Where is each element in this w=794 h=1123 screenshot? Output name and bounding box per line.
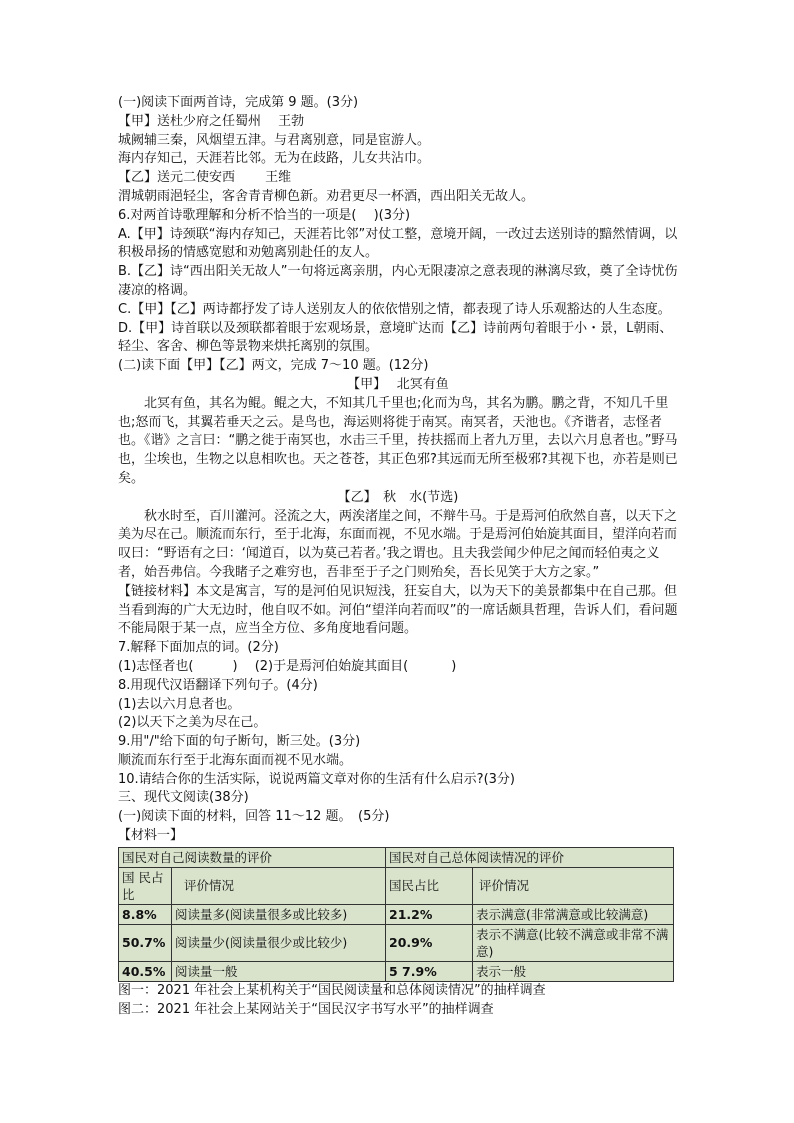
poem1-line2: 海内存知己，天涯若比邻。无为在歧路，儿女共沾巾。 — [118, 151, 431, 167]
table-cell: 8.8% — [119, 904, 172, 924]
question-6: 6.对两首诗歌理解和分析不恰当的一项是( )(3分) — [118, 207, 411, 223]
table-group2-header: 国民对自己总体阅读情况的评价 — [386, 847, 674, 867]
question-10: 10.请结合你的生活实际，说说两篇文章对你的生活有什么启示?(3分) — [118, 771, 515, 787]
table-cell: 表示一般 — [473, 961, 674, 981]
section3-sub-heading: (一)阅读下面的材料，回答 11～12 题。 (5分) — [118, 809, 390, 825]
poem2-line1: 渭城朝雨浥轻尘，客舍青青柳色新。劝君更尽一杯酒，西出阳关无故人。 — [118, 188, 535, 204]
table-cell: 阅读量一般 — [172, 961, 386, 981]
survey-table — [118, 847, 674, 982]
poem1-line1: 城阙辅三秦，风烟望五津。与君离别意，同是宦游人。 — [118, 132, 431, 148]
section3-heading: 三、现代文阅读(38分) — [118, 790, 249, 806]
section1-heading: (一)阅读下面两首诗，完成第 9 题。(3分) — [118, 95, 359, 110]
table-cell: 20.9% — [386, 924, 473, 961]
text-a-title: 【甲】 北冥有鱼 — [347, 376, 449, 392]
table-cell: 阅读量多(阅读量很多或比较多) — [172, 904, 386, 924]
option-a: A.【甲】诗颈联“海内存知己，天涯若比邻”对仗工整，意境开阔，一改过去送别诗的黯然情调，以积极昂扬的情感宽慰和劝勉离别赴任的友人。 — [118, 226, 678, 261]
table-col-eval2: 评价情况 — [473, 867, 674, 904]
table-cell: 50.7% — [119, 924, 172, 961]
table-row — [119, 961, 674, 981]
question-8-item1: (1)去以六月息者也。 — [118, 696, 241, 712]
figure2-caption: 图二：2021 年社会上某网站关于“国民汉字书写水平”的抽样调查 — [118, 1001, 494, 1017]
table-col-share2: 国民占比 — [386, 867, 473, 904]
option-b: B.【乙】诗“西出阳关无故人”一句将远离亲朋，内心无限凄凉之意表现的淋漓尽致，奠了全诗忧伤凄凉的格调。 — [118, 264, 678, 298]
question-9: 9.用"/"给下面的句子断句，断三处。(3分) — [118, 734, 361, 750]
poem1-title: 【甲】送杜少府之任蜀州 王勃 — [118, 113, 305, 129]
question-9-sentence: 顺流而东行至于北海东面而视不见水端。 — [118, 752, 353, 768]
link-material: 【链接材料】本文是寓言，写的是河伯见识短浅，狂妄自大，以为天下的美景都集中在自己那。但当看到海的广大无边时，他自叹不如。河伯“望洋向若而叹”的一席话颇具哲理，告诉人们，看问题不能局限于某一点，应当全方位、多角度地看问题。 — [118, 583, 678, 637]
poem2-title: 【乙】送元二使安西 王维 — [118, 170, 292, 186]
table-cell: 21.2% — [386, 904, 473, 924]
table-col-eval: 评价情况 — [172, 867, 386, 904]
question-7-items: (1)志怪者也( ) (2)于是焉河伯始旋其面目( ) — [118, 658, 457, 674]
question-8-item2: (2)以天下之美为尽在己。 — [118, 715, 267, 731]
table-cell: 阅读量少(阅读量很少或比较少) — [172, 924, 386, 961]
option-d: D.【甲】诗首联以及颈联都着眼于宏观场景，意境旷达而【乙】诗前两句着眼于小・景，L朝雨、轻尘、客舍、柳色等景物来烘托离别的氛围。 — [118, 320, 673, 355]
question-8: 8.用现代汉语翻译下列句子。(4分) — [118, 677, 318, 693]
option-c: C.【甲】【乙】两诗都抒发了诗人送别友人的依依惜别之情，都表现了诗人乐观豁达的人生态度。 — [118, 301, 671, 317]
text-a-body: 北冥有鱼，其名为鲲。鲲之大，不知其几千里也;化而为鸟，其名为鹏。鹏之背，不知几千里也;怒而飞，其翼若垂天之云。是鸟也，海运则将徙于南冥。南冥者，天池也。《齐谐者，志怪者也。《谐》之言曰：“鹏之徙于南冥也，水击三千里，抟扶摇而上者九万里，去以六月息者也。”野马也，尘埃也，生物之以息相吹也。天之苍苍，其正色邪?其远而无所至极邪?其视下也，亦若是则已矣。 — [118, 395, 678, 486]
table-row — [119, 924, 674, 961]
document-page — [118, 94, 678, 1019]
material1-label: 【材料一】 — [118, 828, 184, 844]
question-7: 7.解释下面加点的词。(2分) — [118, 640, 279, 656]
table-row — [119, 904, 674, 924]
table-group1-header: 国民对自己阅读数量的评价 — [119, 847, 386, 867]
table-cell: 5 7.9% — [386, 961, 473, 981]
table-cell: 表示不满意(比较不满意或非常不满意) — [473, 924, 674, 961]
figure1-caption: 图一：2021 年社会上某机构关于“国民阅读量和总体阅读情况”的抽样调查 — [118, 982, 546, 998]
text-b-body: 秋水时至，百川灌河。泾流之大，两涘渚崖之间，不辩牛马。于是焉河伯欣然自喜，以天下之美为尽在己。顺流而东行，至于北海，东面而视，不见水端。于是焉河伯始旋其面目，望洋向若而叹曰：“野语有之曰：‘闻道百，以为莫己若者。’我之谓也。且夫我尝闻少仲尼之闻而轻伯夷之义者，始吾弗信。今我睹子之难穷也，吾非至于子之门则殆矣，吾长见笑于大方之家。” — [118, 508, 678, 580]
table-subheader-row — [119, 867, 674, 904]
text-b-title: 【乙】 秋 水(节选) — [337, 489, 459, 505]
table-header-row — [119, 847, 674, 867]
table-cell: 40.5% — [119, 961, 172, 981]
section2-heading: (二)读下面【甲】【乙】两文，完成 7～10 题。(12分) — [118, 358, 429, 374]
table-cell: 表示满意(非常满意或比较满意) — [473, 904, 674, 924]
table-col-share: 国 民占比 — [119, 867, 172, 904]
